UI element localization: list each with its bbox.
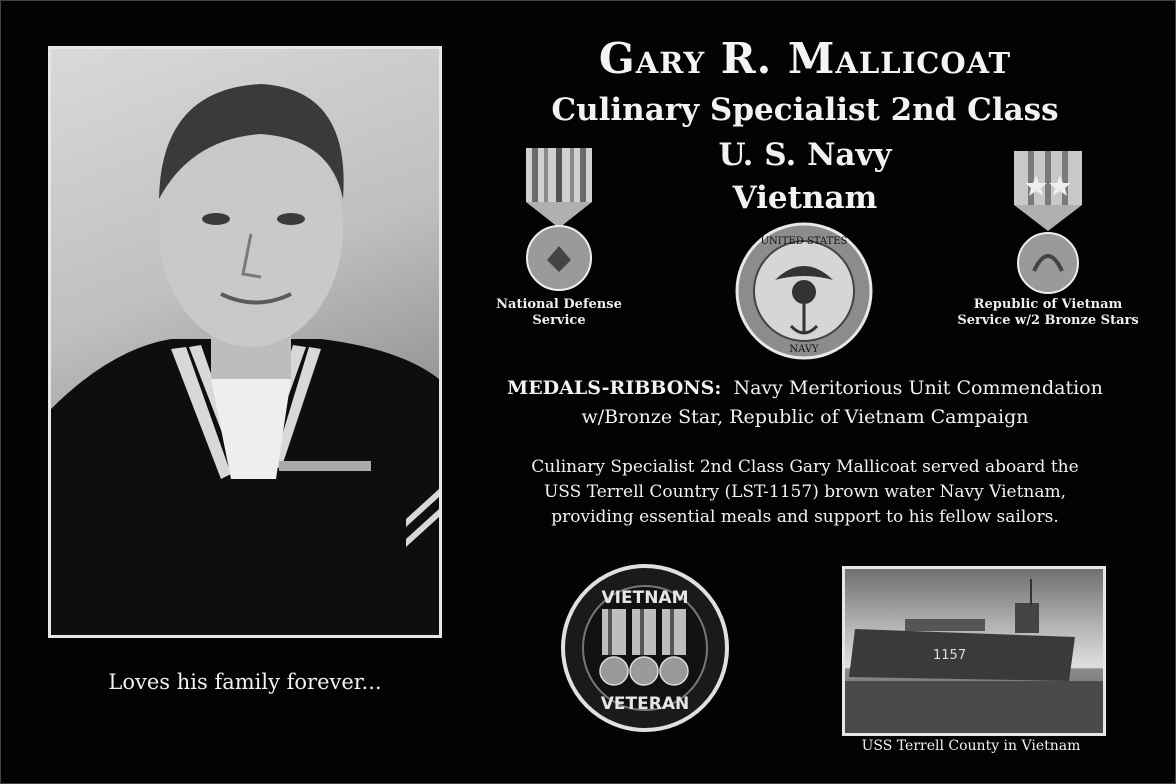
right-medal-label-line1: Republic of Vietnam (973, 297, 1123, 312)
badge-bottom-text: VETERAN (600, 694, 690, 714)
bio-line3: providing essential meals and support to his fellow sailors. (551, 507, 1059, 527)
ship-caption: USS Terrell County in Vietnam (861, 738, 1081, 754)
right-medal-label (950, 297, 1146, 329)
left-medal-label (486, 297, 632, 329)
veteran-name: Gary R. Mallicoat (598, 34, 1012, 83)
medals-ribbons-text (470, 374, 1140, 432)
vietnam-veteran-badge-icon (560, 563, 730, 733)
medals-ribbons-heading: MEDALS-RIBBONS: (507, 377, 722, 399)
us-navy-seal-icon (735, 222, 873, 360)
left-medal-label-line2: Service (532, 313, 586, 328)
seal-bottom-text: NAVY (789, 344, 819, 355)
medals-ribbons-line1: Navy Meritorious Unit Commendation (733, 377, 1103, 399)
portrait-photo (48, 46, 442, 638)
national-defense-medal-icon (522, 148, 596, 294)
vietnam-service-medal-icon (1010, 151, 1086, 297)
right-medal-label-line2: Service w/2 Bronze Stars (957, 313, 1139, 328)
veteran-conflict: Vietnam (732, 180, 878, 216)
badge-top-text: VIETNAM (601, 588, 689, 608)
biography-text (470, 455, 1140, 530)
bio-line1: Culinary Specialist 2nd Class Gary Mallicoat served aboard the (531, 457, 1079, 477)
bio-line2: USS Terrell Country (LST-1157) brown water Navy Vietnam, (543, 482, 1067, 502)
seal-top-text: UNITED STATES (760, 236, 848, 247)
veteran-rank: Culinary Specialist 2nd Class (551, 92, 1059, 128)
ship-hull-number: 1157 (933, 648, 967, 663)
portrait-caption: Loves his family forever... (108, 670, 382, 694)
veteran-branch: U. S. Navy (718, 137, 892, 173)
left-medal-label-line1: National Defense (496, 297, 622, 312)
medals-ribbons-line2: w/Bronze Star, Republic of Vietnam Campaign (581, 406, 1029, 428)
ship-photo (842, 566, 1106, 736)
